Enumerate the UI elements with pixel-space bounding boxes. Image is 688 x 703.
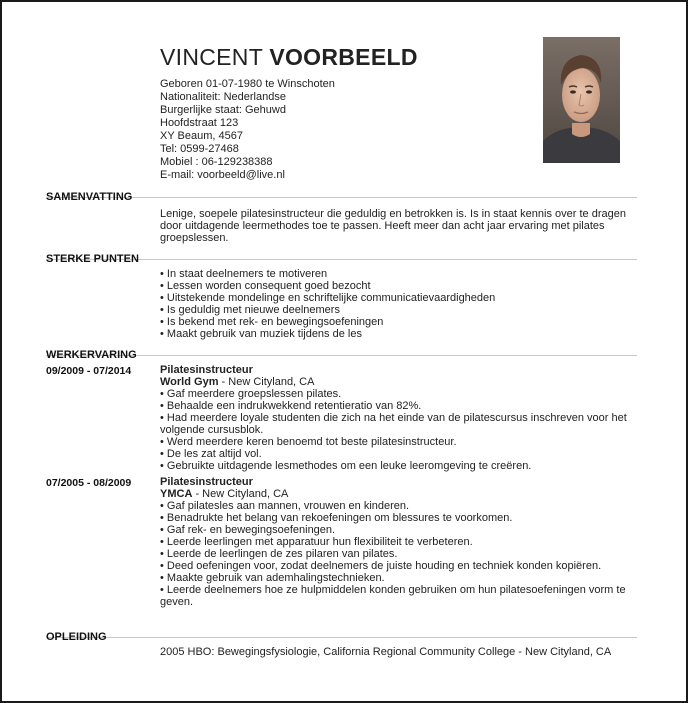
contact-marital-status: Burgerlijke staat: Gehuwd	[160, 104, 286, 116]
list-item: • Gaf rek- en bewegingsoefeningen.	[160, 524, 336, 536]
job-1-role: Pilatesinstructeur	[160, 364, 253, 376]
contact-phone: Tel: 0599-27468	[160, 143, 239, 155]
summary-heading: SAMENVATTING	[46, 191, 133, 203]
summary-divider	[46, 197, 637, 198]
experience-heading: WERKERVARING	[46, 349, 137, 361]
list-item: • Gaf pilatesles aan mannen, vrouwen en kinderen.	[160, 500, 410, 512]
list-item: • Benadrukte het belang van rekoefeningen om blessures te voorkomen.	[160, 512, 513, 524]
list-item: • Is geduldig met nieuwe deelnemers	[160, 304, 340, 316]
list-item: • Maakt gebruik van muziek tijdens de les	[160, 328, 362, 340]
job-1-employer: World Gym - New Cityland, CA	[160, 376, 315, 388]
contact-city: XY Beaum, 4567	[160, 130, 243, 142]
list-item: • Uitstekende mondelinge en schriftelijke communicatievaardigheden	[160, 292, 496, 304]
job-2	[160, 476, 640, 608]
list-item: • Leerde de leerlingen de zes pilaren van pilates.	[160, 548, 398, 560]
list-item: • Gebruikte uitdagende lesmethodes om een leuke leeromgeving te creëren.	[160, 460, 532, 472]
first-name: VINCENT	[160, 44, 263, 70]
education-divider	[46, 637, 637, 638]
list-item: • Leerde deelnemers hoe ze hulpmiddelen konden gebruiken om hun pilatesoefeningen vorm te geven.	[160, 584, 626, 608]
contact-mobile: Mobiel : 06-129238388	[160, 156, 273, 168]
job-1-dates: 09/2009 - 07/2014	[46, 365, 132, 377]
list-item: • De les zat altijd vol.	[160, 448, 262, 460]
job-2-role: Pilatesinstructeur	[160, 476, 253, 488]
list-item: • Behaalde een indrukwekkend retentieratio van 82%.	[160, 400, 422, 412]
job-2-employer: YMCA - New Cityland, CA	[160, 488, 289, 500]
list-item: • Leerde leerlingen met apparatuur hun flexibiliteit te verbeteren.	[160, 536, 473, 548]
job-2-dates: 07/2005 - 08/2009	[46, 477, 132, 489]
contact-street: Hoofdstraat 123	[160, 117, 239, 129]
last-name: VOORBEELD	[269, 44, 418, 70]
list-item: • Had meerdere loyale studenten die zich na het einde van de pilatescursus inschreven voor het volgende cursusblok.	[160, 412, 627, 436]
contact-nationality: Nationaliteit: Nederlandse	[160, 91, 286, 103]
contact-email: E-mail: voorbeeld@live.nl	[160, 169, 285, 181]
list-item: • Gaf meerdere groepslessen pilates.	[160, 388, 342, 400]
contact-birth: Geboren 01-07-1980 te Winschoten	[160, 78, 335, 90]
candidate-name	[160, 44, 418, 71]
strengths-list	[160, 268, 640, 340]
list-item: • Werd meerdere keren benoemd tot beste pilatesinstructeur.	[160, 436, 457, 448]
education-heading: OPLEIDING	[46, 631, 107, 643]
list-item: • Is bekend met rek- en bewegingsoefeningen	[160, 316, 384, 328]
strengths-heading: STERKE PUNTEN	[46, 253, 139, 265]
education-text: 2005 HBO: Bewegingsfysiologie, California Regional Community College - New Cityland, CA	[160, 646, 612, 658]
profile-photo	[543, 37, 620, 163]
list-item: • Lessen worden consequent goed bezocht	[160, 280, 371, 292]
portrait-image	[543, 37, 620, 163]
list-item: • Deed oefeningen voor, zodat deelnemers de juiste houding en techniek konden kopiëren.	[160, 560, 602, 572]
summary-text: Lenige, soepele pilatesinstructeur die geduldig en betrokken is. Is in staat kennis over te dragen door uitdagende leermethodes toe te passen. Heeft meer dan acht jaar ervaring met pilates groepslessen.	[160, 208, 626, 244]
list-item: • Maakte gebruik van ademhalingstechnieken.	[160, 572, 385, 584]
list-item: • In staat deelnemers te motiveren	[160, 268, 328, 280]
contact-details	[160, 78, 335, 182]
job-1	[160, 364, 640, 472]
